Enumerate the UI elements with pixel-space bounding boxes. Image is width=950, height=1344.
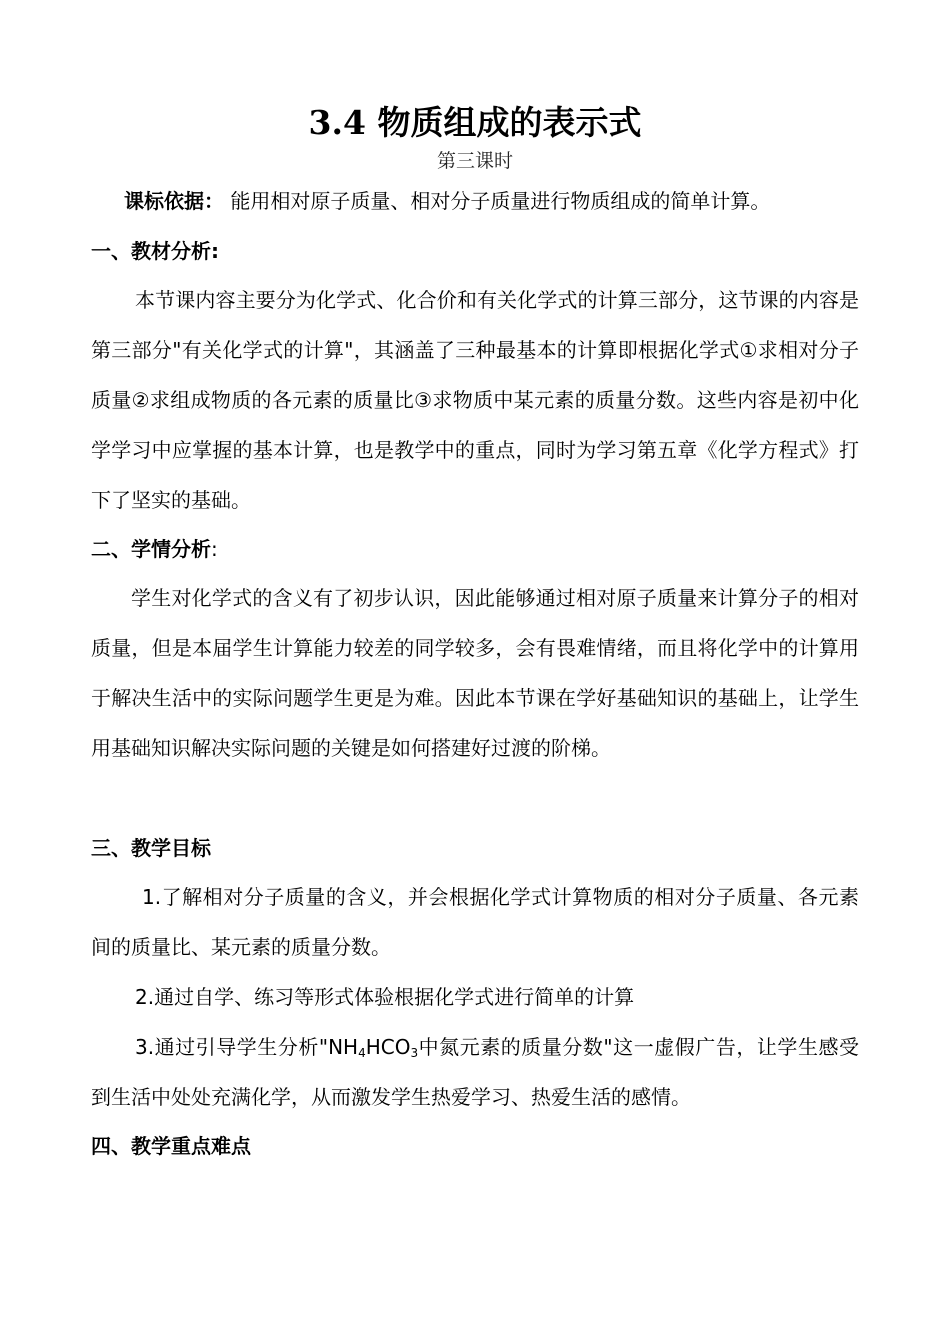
page-title: 3.4 物质组成的表示式 [308,103,642,142]
formula-hco: HCO [365,1035,411,1059]
teaching-goal-3-after: 中氮元素的质量分数"这一虚假广告，让学生感受到生活中处处充满化学，从而激发学生热爱学习、热爱生活的感情。 [91,1035,860,1109]
section-heading-key-difficult-points: 四、教学重点难点 [91,1134,251,1158]
textbook-analysis-paragraph: 本节课内容主要分为化学式、化合价和有关化学式的计算三部分，这节课的内容是第三部分"有关化学式的计算"，其涵盖了三种最基本的计算即根据化学式①求相对分子质量②求组成物质的各元素的质量比③求物质中某元素的质量分数。这些内容是初中化学学习中应掌握的基本计算，也是教学中的重点，同时为学习第五章《化学方程式》打下了坚实的基础。 [91,288,859,512]
page-subtitle: 第三课时 [436,150,513,172]
formula-subscript-3: 3 [410,1046,419,1060]
formula-nh: NH [328,1035,359,1059]
student-analysis-paragraph: 学生对化学式的含义有了初步认识，因此能够通过相对原子质量来计算分子的相对质量，但是本届学生计算能力较差的同学较多，会有畏难情绪，而且将化学中的计算用于解决生活中的实际问题学生更是为难。因此本节课在学好基础知识的基础上，让学生用基础知识解决实际问题的关键是如何搭建好过渡的阶梯。 [91,586,859,760]
section-heading-textbook-analysis: 一、教材分析: [91,239,219,263]
section-heading-student-analysis [91,530,218,568]
curriculum-basis [124,182,770,220]
teaching-goal-3-before: 3.通过引导学生分析" [135,1035,329,1059]
student-analysis-heading-colon: : [211,537,218,561]
teaching-goal-1: 1.了解相对分子质量的含义，并会根据化学式计算物质的相对分子质量、各元素间的质量比、某元素的质量分数。 [91,885,859,959]
teaching-goal-3 [91,1022,859,1122]
curriculum-basis-label: 课标依据： [124,189,224,213]
curriculum-basis-text: 能用相对原子质量、相对分子质量进行物质组成的简单计算。 [230,189,771,213]
formula-subscript-4: 4 [358,1046,366,1060]
chemical-formula-nh4hco3 [328,1035,418,1059]
student-analysis-heading-text: 二、学情分析 [91,537,211,561]
section-heading-teaching-goals: 三、教学目标 [91,836,211,860]
teaching-goal-2: 2.通过自学、练习等形式体验根据化学式进行简单的计算 [135,985,635,1009]
